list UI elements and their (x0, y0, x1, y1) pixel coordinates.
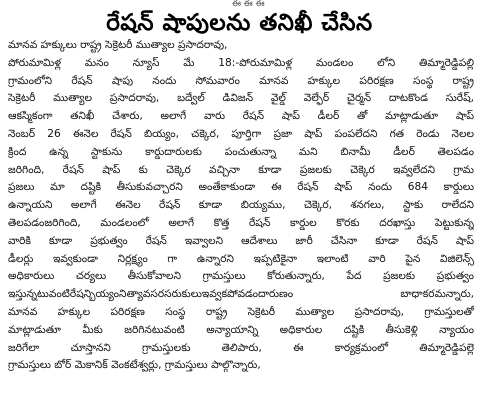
body-line: నెంబర్ 26 ఈనెల రేషన్ బియ్యం, చక్కెర, పూర్తిగా ప్రజా షాప్ పంపలేదని గత రెండు నెలల (8, 127, 474, 140)
article-body (8, 37, 474, 375)
body-line: మానవ హక్కుల పరిరక్షణ సంస్థ రాష్ట్ర సెక్రెటరీ ముత్యాల ప్రసాదరావు, గ్రామస్తులతో (8, 305, 474, 318)
cut-off-top-text: ఈ ఈ ఈ (232, 0, 265, 9)
body-line: క్రింద ఉన్న స్టాకును కార్డుదారులకు పంచుతున్నా మని బినామీ డీలర్ తెలపడం (8, 145, 474, 158)
body-line: సెక్రెటరీ ముత్యాల ప్రసాదరావు, బద్వేల్ డివిజన్ వైల్డ్ వెల్ఫేర్ చైర్మన్ దాటకొండ సురేష్, (8, 92, 474, 105)
body-line: ఉన్నాయని అలాగే ఈనెల రేషన్ కూడా బియ్యము, చెక్కెర, శనగలు, స్టాకు రాలేదని (8, 199, 474, 212)
body-line: ఆకస్మికంగా తనిఖీ చేశారు, అలాగే వారు రేషన్ షాప్ డీలర్ తో మాట్లాడుతూ షాప్ (8, 110, 474, 123)
headline: రేషన్ షాపులను తనిఖీ చేసిన (106, 10, 373, 36)
body-line: అధికారులు చర్యలు తీసుకోవాలని గ్రామస్తులు కోరుతున్నారు, పేద ప్రజలకు ప్రభుత్వం (8, 270, 474, 283)
body-line: గ్రామస్తులు బోర్ మెకానిక్ వెంకటేశ్వర్లు, గ్రామస్తులు పాల్గొన్నారు, (8, 359, 261, 372)
body-line: తెలపడంజరిగింది, మండలంలో అలాగే కొత్త రేషన్ కార్డుల కొరకు దరఖాస్తు పెట్టుకున్న (8, 216, 474, 229)
body-line: ప్రజలు మా దష్టికి తీసుకువచ్చారని అంతేకాకుండా ఈ రేషన్ షాప్ నందు 684 కార్డులు (8, 181, 474, 194)
body-line: గ్రామంలోని రేషన్ షాపు నందు సోమవారం మానవ హక్కుల పరిరక్షణ సంస్థ రాష్ట్ర (8, 74, 474, 87)
body-line: మాట్లాడుతూ మీకు జరిగినటువంటి అన్యాయాన్ని అధికారుల దష్టికి తీసుకెళ్లి న్యాయం (8, 323, 474, 336)
body-line: పోరుమామిళ్ల మనం న్యూస్ మే 18:-పోరుమామిళ్ల మండలం లోని తిమ్మారెడ్డిపల్లి (8, 56, 474, 69)
body-line: జరిగింది, రేషన్ షాప్ కు చెక్కెర వచ్చినా కూడా ప్రజలకు చెక్కెర ఇవ్వలేదని గ్రామ (8, 163, 474, 176)
body-line: వారికి కూడా ప్రభుత్వం రేషన్ ఇవ్వాలని ఆదేశాలు జారీ చేసినా కూడా రేషన్ షాప్ (8, 234, 474, 247)
body-line: జరిగేలా చూస్తానని గ్రామస్తులకు తెలిపారు, ఈ కార్యక్రమంలో తిమ్మారెడ్డిపల్లె (8, 341, 474, 354)
body-line: ఇస్తున్నటువంటిరేషన్బియ్యంనిత్యావసరసరుకులుఇవ్వకపోవడందారుణం బాధాకరమన్నారు, (8, 288, 474, 301)
body-line: డీలర్లు ఇవ్వకుండా నిర్లక్ష్యం గా ఉన్నారని ఇప్పటికైనా ఇలాంటి వారి పైన విజిలెన్స్ (8, 252, 474, 265)
body-line: మానవ హక్కులు రాష్ట్ర సెక్రెటరీ ముత్యాల ప్రసాదరావు, (8, 39, 228, 51)
